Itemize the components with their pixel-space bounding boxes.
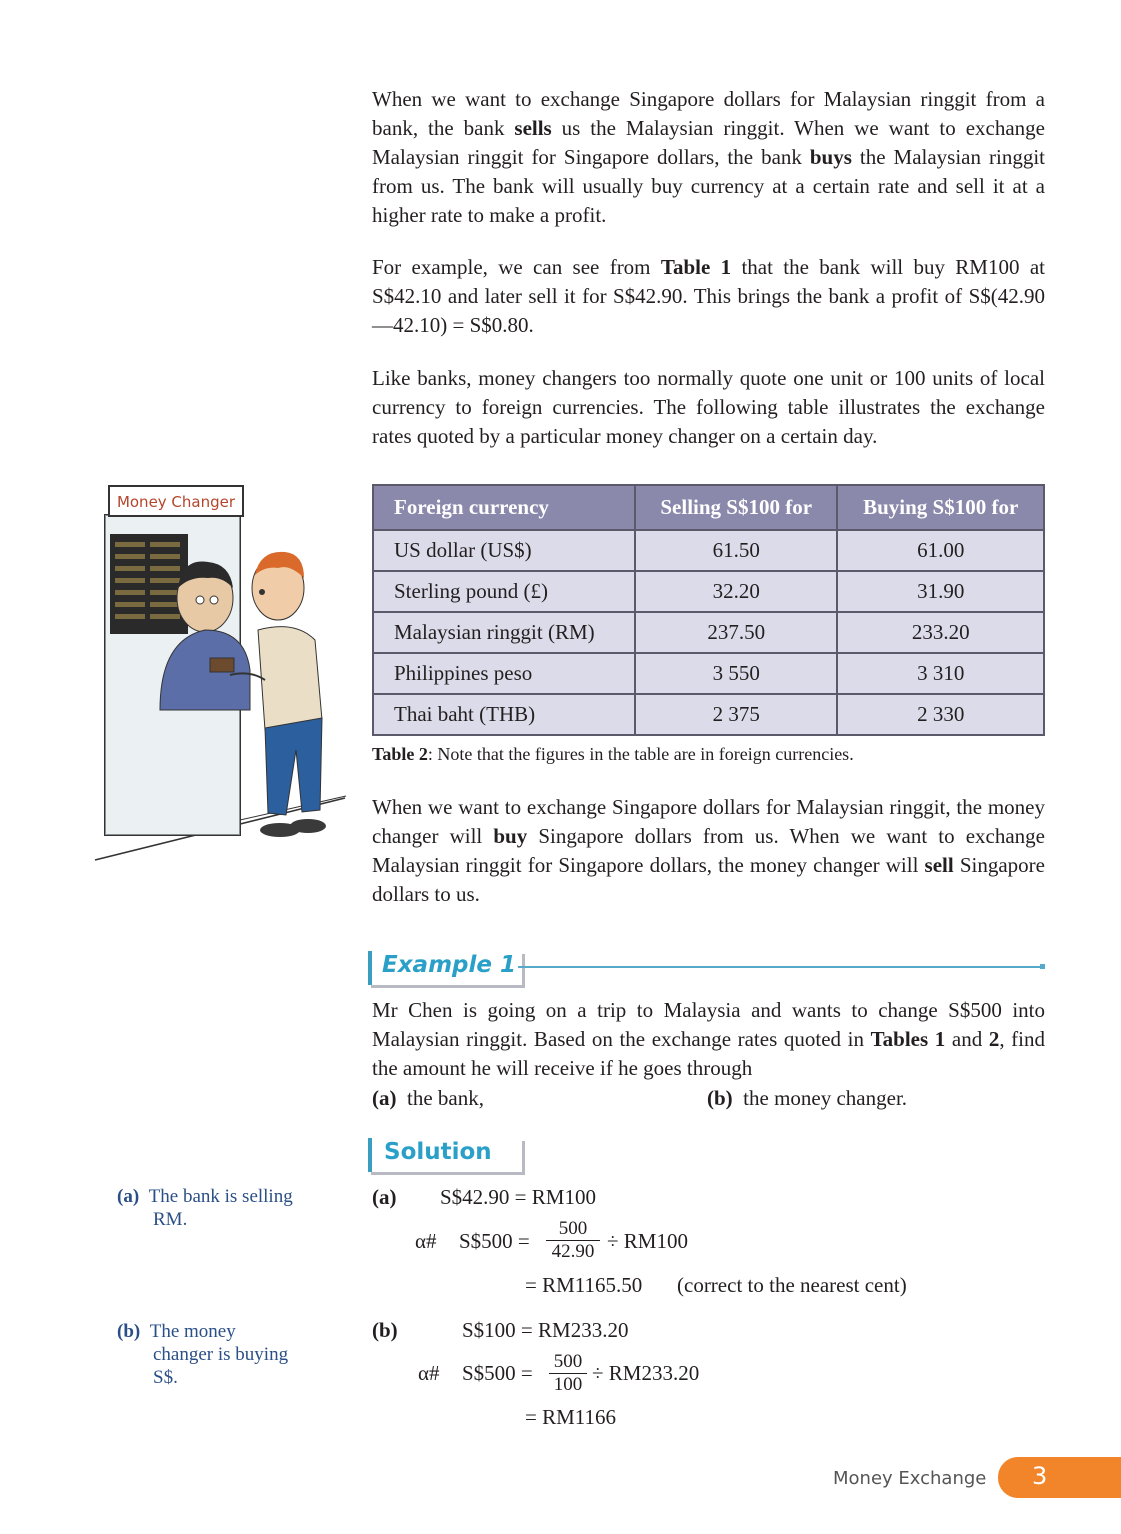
table-caption: Table 2: Note that the figures in the table are in foreign currencies.	[372, 744, 854, 764]
table-row	[373, 571, 1044, 612]
column-header: Foreign currency	[373, 485, 635, 530]
table-cell: 2 330	[837, 694, 1044, 735]
sign-text: Money Changer	[116, 493, 236, 511]
solution-b-lhs: S$500 =	[462, 1361, 533, 1385]
table-header-row	[373, 485, 1044, 530]
solution-a-label: (a)	[372, 1185, 397, 1209]
side-note-a: (a) The bank is selling RM.	[117, 1186, 293, 1230]
solution-a-given: S$42.90 = RM100	[440, 1185, 596, 1209]
column-header: Selling S$100 for	[635, 485, 837, 530]
table-cell: Malaysian ringgit (RM)	[373, 612, 635, 653]
solution-a-fraction: $\frac{500}{42.90}$	[546, 1218, 600, 1263]
example-question: Mr Chen is going on a trip to Malaysia and wants to change S$500 into Malaysian ringgit. Based on the exchange rates quoted in Tables 1 and 2, find the amount he will receive if he goes through	[372, 998, 1046, 1080]
table-cell: Thai baht (THB)	[373, 694, 635, 735]
table-cell: 61.00	[837, 530, 1044, 571]
table-cell: 237.50	[635, 612, 837, 653]
solution-heading: Solution	[368, 1138, 522, 1172]
money-changer-paragraph: Like banks, money changers too normally quote one unit or 100 units of local currency to foreign currencies. The following table illustrates the exchange rates quoted by a particular money changer on a certain day.	[372, 366, 1045, 448]
page-number: 3	[1032, 1462, 1048, 1490]
solution-b-result: = RM1166	[525, 1405, 616, 1429]
solution-a-note: (correct to the nearest cent)	[677, 1273, 907, 1297]
table-cell: 2 375	[635, 694, 837, 735]
table-row	[373, 653, 1044, 694]
table-row	[373, 530, 1044, 571]
solution-a-lhs: S$500 =	[459, 1229, 530, 1253]
money-changer-illustration	[90, 480, 350, 870]
solution-b-rhs: ÷ RM233.20	[592, 1361, 700, 1385]
example-rule-end	[1040, 964, 1045, 969]
therefore-symbol: α#	[415, 1229, 437, 1253]
column-header: Buying S$100 for	[837, 485, 1044, 530]
table-cell: 3 550	[635, 653, 837, 694]
table-row	[373, 612, 1044, 653]
therefore-symbol: α#	[418, 1361, 440, 1385]
running-footer-title: Money Exchange	[833, 1468, 987, 1489]
money-changer-explanation: When we want to exchange Singapore dollars for Malaysian ringgit, the money changer will buy Singapore dollars from us. When we want to exchange Malaysian ringgit for Singapore dollars, the money changer will sell Singapore dollars to us.	[372, 795, 1046, 906]
table-cell: US dollar (US$)	[373, 530, 635, 571]
solution-a-result: = RM1165.50	[525, 1273, 643, 1297]
option-a: (a) the bank,	[372, 1086, 484, 1110]
table-cell: 61.50	[635, 530, 837, 571]
example-rule	[518, 966, 1043, 968]
profit-paragraph: For example, we can see from Table 1 that the bank will buy RM100 at S$42.10 and later sell it for S$42.90. This brings the bank a profit of S$(42.90 —42.10) = S$0.80.	[372, 255, 1045, 337]
solution-a-rhs: ÷ RM100	[607, 1229, 688, 1253]
example-heading: Example 1	[368, 951, 522, 985]
table-cell: 233.20	[837, 612, 1044, 653]
table-cell: 32.20	[635, 571, 837, 612]
intro-paragraph: When we want to exchange Singapore dollars for Malaysian ringgit from a bank, the bank sells us the Malaysian ringgit. When we want to exchange Malaysian ringgit for Singapore dollars, the bank buys the Malaysian ringgit from us. The bank will usually buy currency at a certain rate and sell it at a higher rate to make a profit.	[372, 87, 1045, 227]
table-cell: Philippines peso	[373, 653, 635, 694]
solution-b-fraction: $\frac{500}{100}$	[549, 1351, 587, 1396]
table-cell: 3 310	[837, 653, 1044, 694]
exchange-rate-table	[372, 484, 1045, 736]
table-cell: 31.90	[837, 571, 1044, 612]
solution-b-label: (b)	[372, 1318, 398, 1342]
side-note-b: (b) The money changer is buying S$.	[117, 1321, 289, 1388]
table-row	[373, 694, 1044, 735]
table-cell: Sterling pound (£)	[373, 571, 635, 612]
page-number-tab	[998, 1457, 1121, 1498]
option-b: (b) the money changer.	[707, 1086, 908, 1110]
solution-b-given: S$100 = RM233.20	[462, 1318, 629, 1342]
